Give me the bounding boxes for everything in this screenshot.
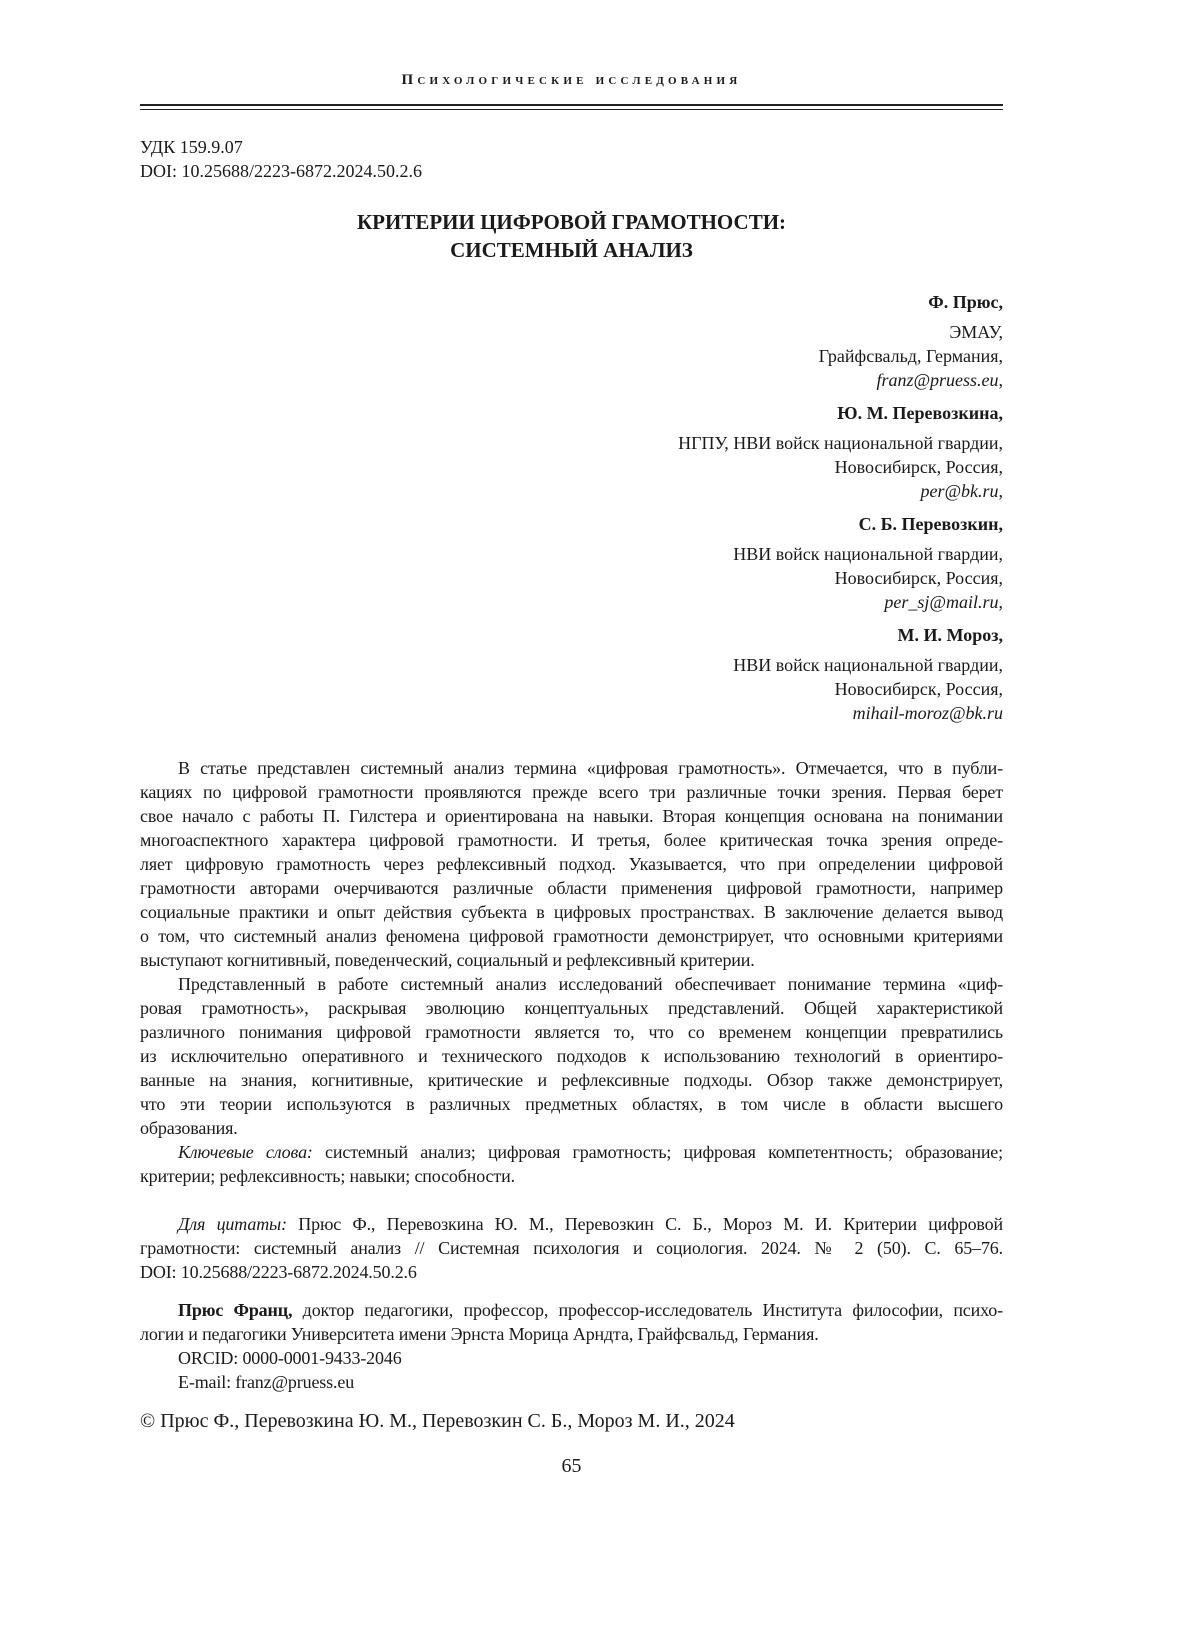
author-name: С. Б. Перевозкин: [859, 514, 999, 534]
bio-email[interactable]: E-mail: franz@pruess.eu: [140, 1370, 1003, 1394]
bio-name: Прюс Франц,: [178, 1300, 292, 1320]
citation-label: Для цитаты:: [178, 1214, 287, 1234]
citation-text: Прюс Ф., Перевозкина Ю. М., Перевозкин С. Б., Мороз М. И. Критерии цифровой: [287, 1214, 1003, 1234]
author-location: Новосибирск, Россия,: [678, 566, 1003, 590]
abstract-paragraph-2: [140, 972, 1003, 1140]
abstract-line: социальные практики и опыт действия субъекта в цифровых пространствах. В заключение делается вывод: [140, 900, 1003, 924]
citation-text-2: грамотности: системный анализ // Системная психология и социология. 2024. № 2 (50). С. 65–76.: [140, 1236, 1003, 1260]
article-meta: [140, 135, 422, 183]
abstract-line: многоаспектного характера цифровой грамотности. И третья, более критическая точка зрения опреде-: [140, 828, 1003, 852]
author-affiliation: НГПУ, НВИ войск национальной гвардии,: [678, 431, 1003, 455]
author-affiliation: НВИ войск национальной гвардии,: [678, 653, 1003, 677]
author-email[interactable]: mihail-moroz@bk.ru: [853, 703, 1003, 723]
author-name: М. И. Мороз: [898, 625, 999, 645]
udk: УДК 159.9.07: [140, 135, 422, 159]
author-bio: [140, 1298, 1003, 1394]
abstract-line: образования.: [140, 1116, 1003, 1140]
abstract-line: ляет цифровую грамотность через рефлексивный подход. Указывается, что при определении цифровой: [140, 852, 1003, 876]
article-title: [140, 208, 1003, 264]
abstract-line: свое начало с работы П. Гилстера и ориентирована на навыки. Вторая концепция основана на понимании: [140, 804, 1003, 828]
abstract-line: В статье представлен системный анализ термина «цифровая грамотность». Отмечается, что в публи-: [140, 756, 1003, 780]
abstract-line: ровая грамотность», раскрывая эволюцию концептуальных представлений. Общей характеристикой: [140, 996, 1003, 1020]
author-location: Грайфсвальд, Германия,: [678, 344, 1003, 368]
abstract-line: Представленный в работе системный анализ исследований обеспечивает понимание термина «циф-: [140, 972, 1003, 996]
author-affiliation: НВИ войск национальной гвардии,: [678, 542, 1003, 566]
abstract-line: из исключительно оперативного и технического подходов к использованию технологий в ориентиро-: [140, 1044, 1003, 1068]
abstract-line: выступают когнитивный, поведенческий, социальный и рефлексивный критерии.: [140, 948, 1003, 972]
keywords: [140, 1140, 1003, 1188]
abstract-paragraph-1: [140, 756, 1003, 972]
copyright: © Прюс Ф., Перевозкина Ю. М., Перевозкин С. Б., Мороз М. И., 2024: [140, 1410, 735, 1433]
author-location: Новосибирск, Россия,: [678, 455, 1003, 479]
header-rule-bottom: [140, 109, 1003, 110]
citation-doi: DOI: 10.25688/2223-6872.2024.50.2.6: [140, 1260, 1003, 1284]
abstract: [140, 756, 1003, 1140]
citation: [140, 1212, 1003, 1284]
abstract-line: что эти теории используются в различных предметных областях, в том числе в области высшего: [140, 1092, 1003, 1116]
running-header: Психологические исследования: [140, 72, 1003, 89]
abstract-line: различного понимания цифровой грамотности является то, что со временем концепции превратились: [140, 1020, 1003, 1044]
title-line-2: СИСТЕМНЫЙ АНАЛИЗ: [140, 236, 1003, 264]
abstract-line: кациях по цифровой грамотности проявляются прежде всего три различные точки зрения. Первая берет: [140, 780, 1003, 804]
keywords-text-2: критерии; рефлексивность; навыки; способности.: [140, 1164, 1003, 1188]
keywords-text: системный анализ; цифровая грамотность; цифровая компетентность; образование;: [313, 1142, 1003, 1162]
bio-orcid: ORCID: 0000-0001-9433-2046: [140, 1346, 1003, 1370]
page-number: 65: [140, 1455, 1003, 1478]
keywords-label: Ключевые слова:: [178, 1142, 313, 1162]
abstract-line: грамотности авторами очерчиваются различные области применения цифровой грамотности, например: [140, 876, 1003, 900]
doi: DOI: 10.25688/2223-6872.2024.50.2.6: [140, 159, 422, 183]
bio-text: доктор педагогики, профессор, профессор-исследователь Института философии, психо-: [292, 1300, 1003, 1320]
header-rule-top: [140, 104, 1003, 106]
abstract-line: о том, что системный анализ феномена цифровой грамотности демонстрирует, что основными критериями: [140, 924, 1003, 948]
author-affiliation: ЭМАУ,: [678, 320, 1003, 344]
author-location: Новосибирск, Россия,: [678, 677, 1003, 701]
abstract-line: ванные на знания, когнитивные, критические и рефлексивные подходы. Обзор также демонстрирует,: [140, 1068, 1003, 1092]
author-email[interactable]: per@bk.ru: [920, 481, 998, 501]
bio-text-2: логии и педагогики Университета имени Эрнста Морица Арндта, Грайфсвальд, Германия.: [140, 1322, 1003, 1346]
author-name: Ю. М. Перевозкина: [837, 403, 998, 423]
title-line-1: КРИТЕРИИ ЦИФРОВОЙ ГРАМОТНОСТИ:: [140, 208, 1003, 236]
author-name: Ф. Прюс: [928, 292, 998, 312]
author-email[interactable]: franz@pruess.eu: [876, 370, 998, 390]
authors-block: Ф. Прюс, ЭМАУ, Грайфсвальд, Германия, franz@pruess.eu, Ю. М. Перевозкина, НГПУ, НВИ войск национальной гвардии, Новосибирск, Россия, per@bk.ru, С. Б. Перевозкин, НВИ войск национальной гвардии, Новосибирск, Россия, per_sj@mail.ru, М. И. Мороз, НВИ войск национальной гвардии, Новосибирск, Россия, mihail-moroz@bk.ru: [678, 290, 1003, 725]
author-email[interactable]: per_sj@mail.ru: [884, 592, 998, 612]
